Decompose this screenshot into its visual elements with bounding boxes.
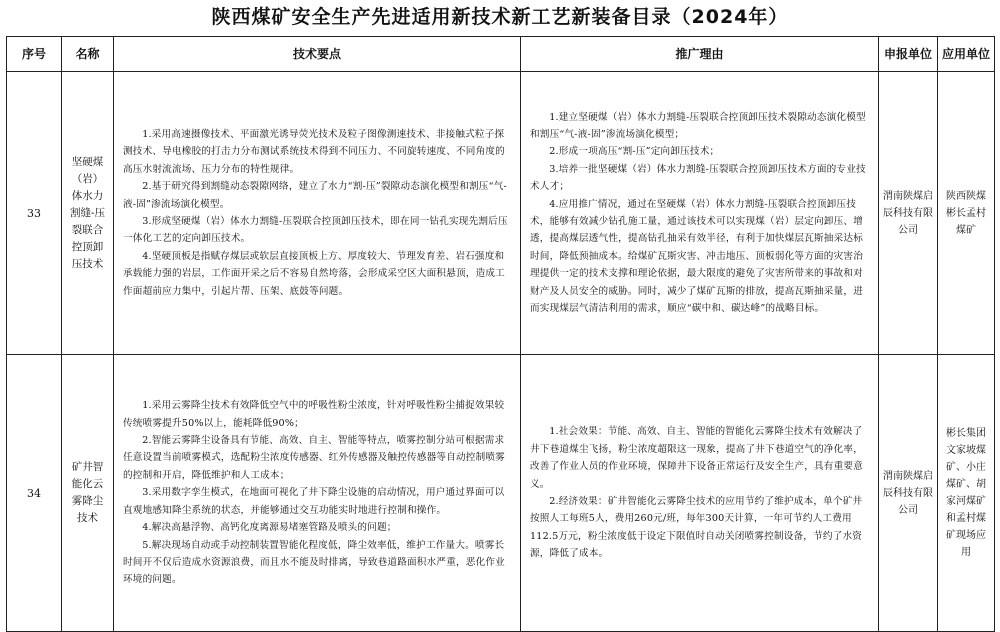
header-name: 名称 (62, 37, 114, 72)
row-reasons (521, 355, 879, 632)
tech-point: 4.坚硬顶板是指赋存煤层或软层直接顶板上方、厚度较大、节理发育差、岩石强度和承载能力强的岩层，工作面开采之后不容易自然垮落，会形成采空区大面积悬顶，造成工作面超前应力集中，引起片帮、压架、底鼓等问题。 (123, 250, 505, 297)
tech-point: 2.智能云雾降尘设备具有节能、高效、自主、智能等特点，喷雾控制分站可根据需求任意设置当前喷雾模式，选配粉尘浓度传感器、红外传感器及触控传感器等自动控制喷雾的控制和开启，降低维护和人工成本； (123, 435, 505, 481)
catalog-table (6, 36, 995, 632)
tech-point: 1.采用云雾降尘技术有效降低空气中的呼吸性粉尘浓度，针对呼吸性粉尘捕捉效果较传统喷雾提升50%以上，能耗降低90%； (123, 400, 505, 429)
row-tech-points (114, 72, 521, 355)
table-header-row (7, 37, 995, 72)
tech-point: 5.解决现场自动或手动控制装置智能化程度低，降尘效率低，维护工作量大。喷雾长时间开不仅后造成水资源浪费，而且水不能及时排离，导致巷道路面积水严重，恶化作业环境的问题。 (123, 539, 505, 586)
header-applicant: 申报单位 (879, 37, 938, 72)
reason-item: 2.形成一项高压“割-压”定向卸压技术； (549, 146, 720, 158)
tech-point: 4.解决高悬浮物、高钙化度离源易堵塞管路及喷头的问题； (142, 522, 397, 534)
row-application: 彬长集团文家坡煤矿、小庄煤矿、胡家河煤矿和孟村煤矿现场应用 (938, 355, 995, 632)
row-name: 矿井智能化云雾降尘技术 (62, 355, 114, 632)
reason-item: 3.培养一批坚硬煤（岩）体水力割缝-压裂联合控顶卸压技术方面的专业技术人才； (530, 163, 866, 193)
reason-item: 2.经济效果：矿井智能化云雾降尘技术的应用节约了维护成本，单个矿井按照人工每班5人，费用260元/班，每年300天计算，一年可节约人工费用112.5万元，粉尘浓度低于设定下限值时自动关闭喷雾控制设备，节约了水资源，降低了成本。 (530, 496, 863, 560)
header-application: 应用单位 (938, 37, 995, 72)
row-reasons (521, 72, 879, 355)
row-application: 陕西陕煤彬长孟村煤矿 (938, 72, 995, 355)
row-applicant: 渭南陕煤启辰科技有限公司 (879, 355, 938, 632)
row-name: 坚硬煤（岩）体水力割缝-压裂联合控顶卸压技术 (62, 72, 114, 355)
reason-item: 4.应用推广情况，通过在坚硬煤（岩）体水力割缝-压裂联合控顶卸压技术，能够有效减少钻孔施工量，通过该技术可以实现煤（岩）层定向卸压、增透，提高煤层透气性，提高钻孔抽采有效半径，有利于加快煤层瓦斯抽采达标时间，降低预抽成本。给煤矿瓦斯灾害、冲击地压、顶板弱化等方面的灾害治理提供一定的技术支撑和理论依据，最大限度的避免了灾害所带来的事故和对财产及人员安全的威胁。同时，减少了煤矿瓦斯的排放，提高瓦斯抽采量，进而实现煤层气清洁利用的需求，顺应“碳中和、碳达峰”的战略目标。 (530, 198, 863, 315)
header-index: 序号 (7, 37, 62, 72)
row-tech-points (114, 355, 521, 632)
reason-item: 1.社会效果：节能、高效、自主、智能的智能化云雾降尘技术有效解决了井下巷道煤尘飞扬，粉尘浓度超限这一现象，提高了井下巷道空气的净化率，改善了作业人员的作业环境，保障井下设备正常运行及安全生产，具有重要意义。 (530, 426, 863, 490)
header-tech-points: 技术要点 (114, 37, 521, 72)
row-index: 33 (7, 72, 62, 355)
tech-point: 3.形成坚硬煤（岩）体水力割缝-压裂联合控顶卸压技术，即在同一钻孔实现先割后压一体化工艺的定向卸压技术。 (123, 216, 508, 245)
page-title: 陕西煤矿安全生产先进适用新技术新工艺新装备目录（2024年） (211, 6, 789, 28)
tech-point: 1.采用高速摄像技术、平面激光诱导荧光技术及粒子图像测速技术、非接触式粒子探测技术、导电橡胶的打击力分布测试系统技术得到不同压力、不同旋转速度、不同角度的高压水射流流场、压力分布的特性规律。 (123, 128, 505, 175)
row-index: 34 (7, 355, 62, 632)
table-row (7, 72, 995, 355)
header-reasons: 推广理由 (521, 37, 879, 72)
row-applicant: 渭南陕煤启辰科技有限公司 (879, 72, 938, 355)
tech-point: 2.基于研究得到割缝动态裂隙网络，建立了水力“割-压”裂隙动态演化模型和割压“气-液-固”渗流场演化模型。 (123, 181, 507, 210)
tech-point: 3.采用数字孪生模式，在地面可视化了井下降尘设施的启动情况，用户通过界面可以直观地感知降尘系统的状态，并能够通过交互功能实时地进行控制和操作。 (123, 487, 505, 516)
reason-item: 1.建立坚硬煤（岩）体水力割缝-压裂联合控顶卸压技术裂隙动态演化模型和割压“气-液-固”渗流场演化模型； (530, 111, 866, 140)
table-row (7, 355, 995, 632)
